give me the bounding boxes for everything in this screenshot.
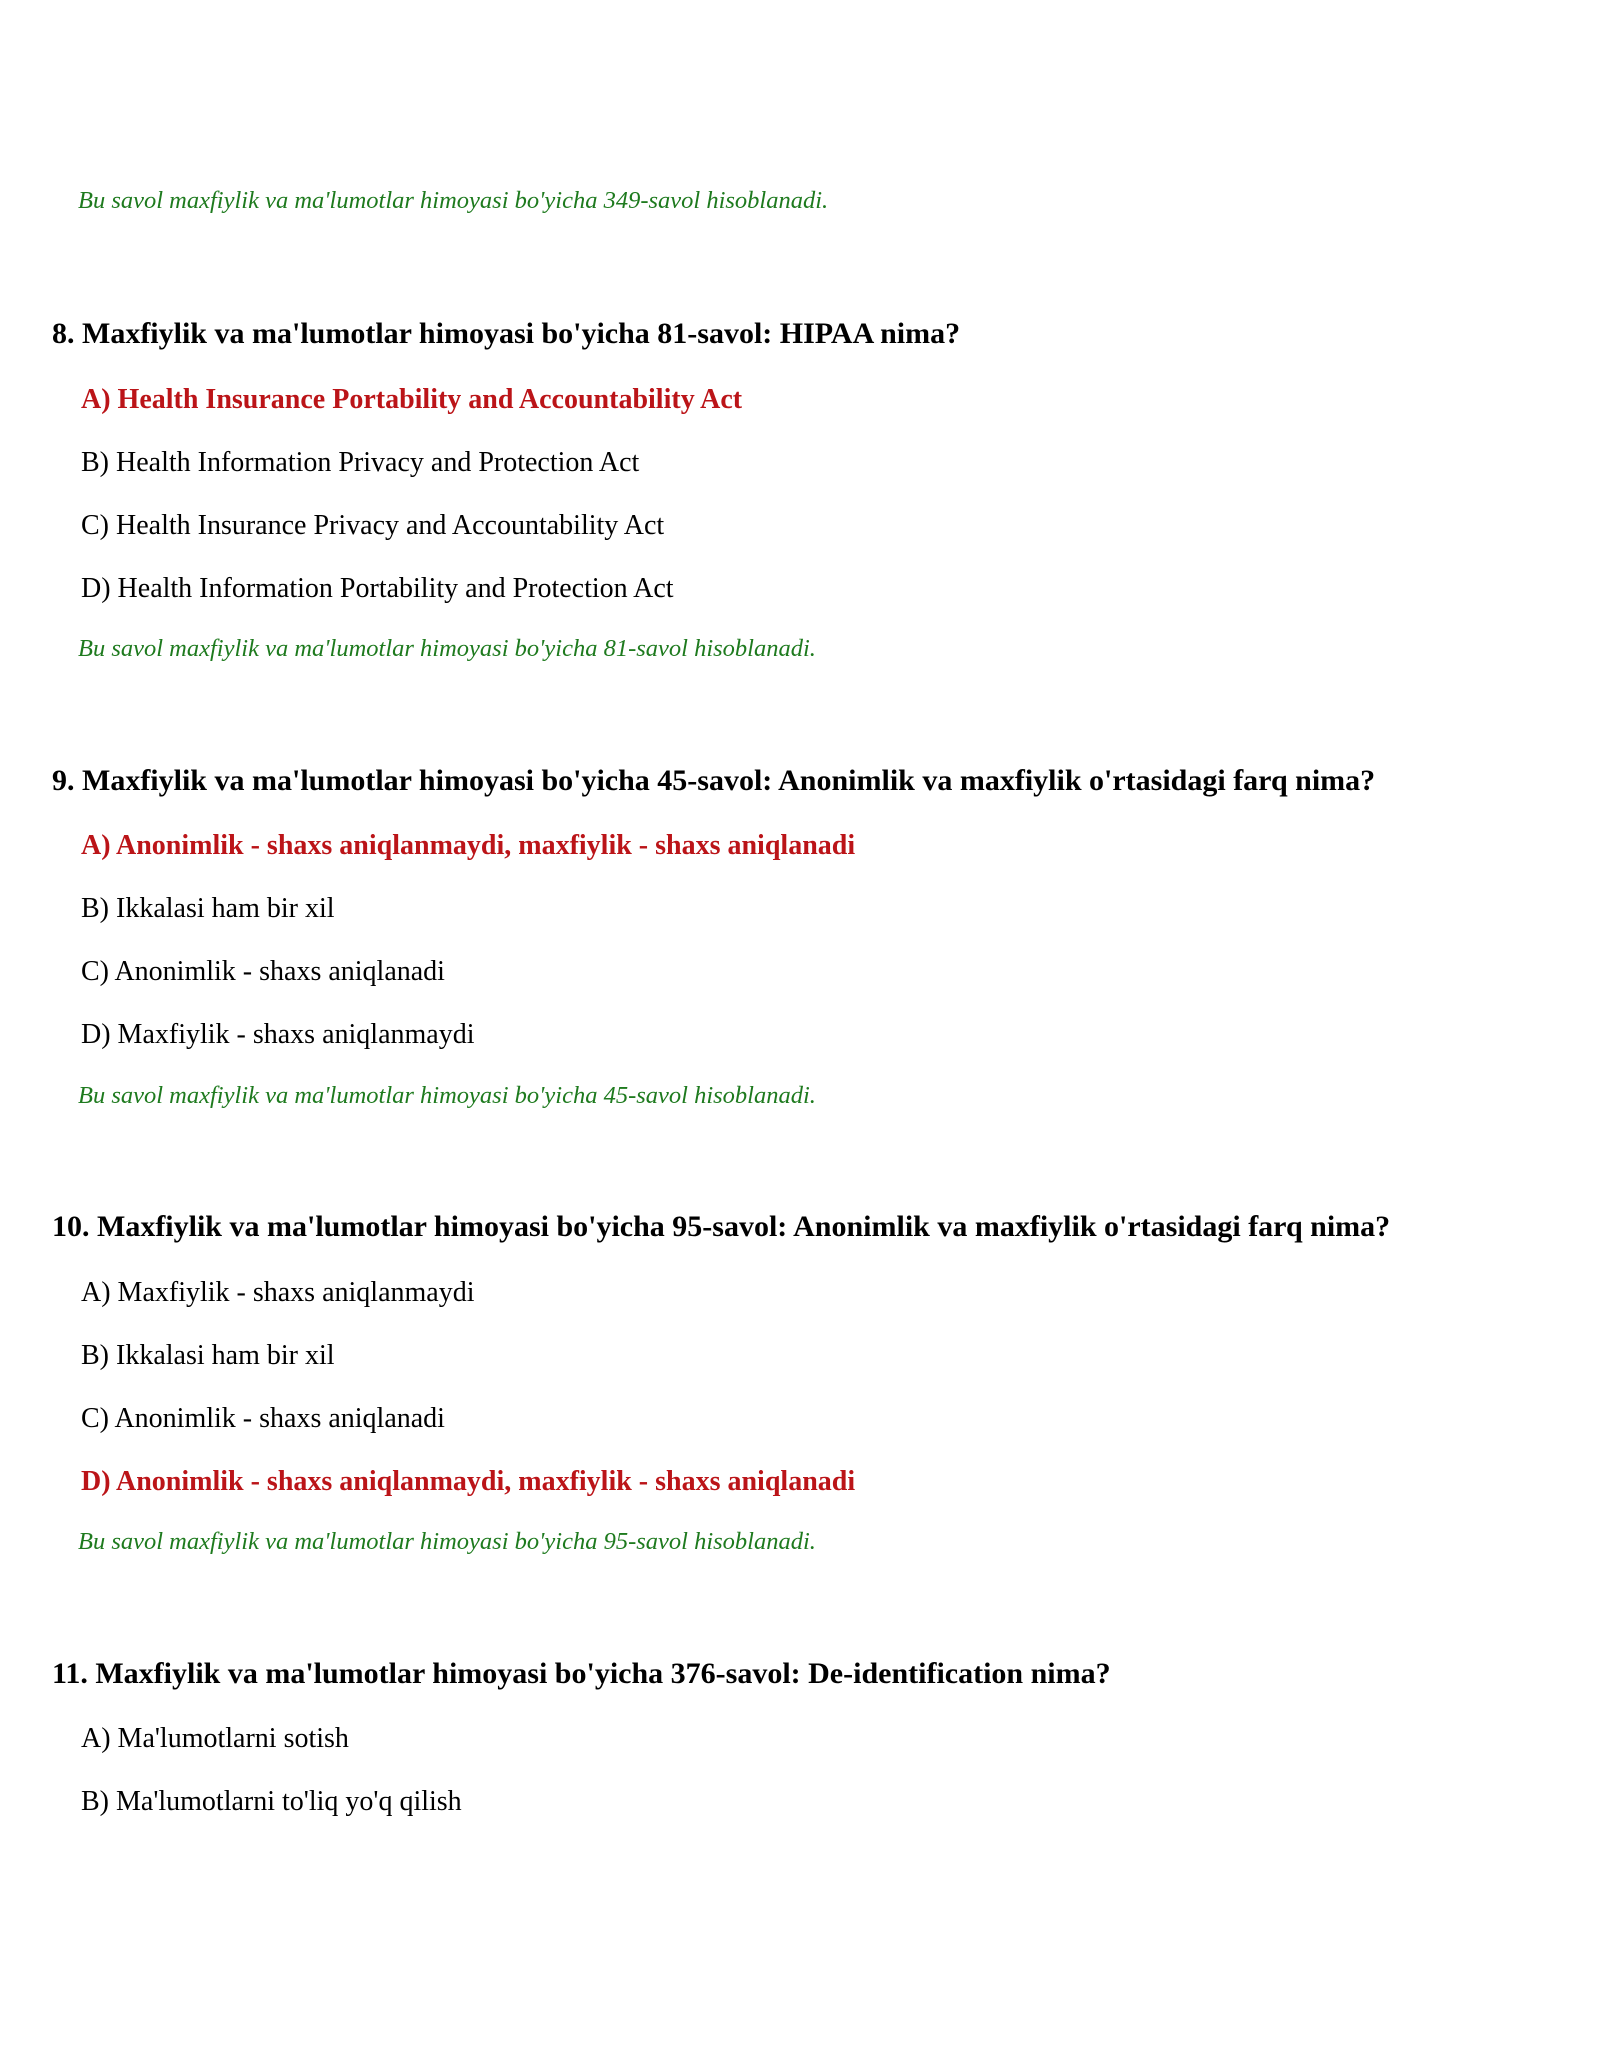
question-note: Bu savol maxfiylik va ma'lumotlar himoyasi bo'yicha 349-savol hisoblanadi. xyxy=(78,187,829,214)
question-title: 10. Maxfiylik va ma'lumotlar himoyasi bo'yicha 95-savol: Anonimlik va maxfiylik o'rtasidagi farq nima? xyxy=(52,1210,1391,1243)
correct-answer-option: D) Anonimlik - shaxs aniqlanmaydi, maxfiylik - shaxs aniqlanadi xyxy=(81,1466,856,1497)
question-title: 9. Maxfiylik va ma'lumotlar himoyasi bo'yicha 45-savol: Anonimlik va maxfiylik o'rtasidagi farq nima? xyxy=(52,764,1376,797)
answer-option: A) Ma'lumotlarni sotish xyxy=(81,1723,349,1754)
answer-option: D) Health Information Portability and Protection Act xyxy=(81,573,674,604)
answer-option: B) Ma'lumotlarni to'liq yo'q qilish xyxy=(81,1786,462,1817)
answer-option: A) Maxfiylik - shaxs aniqlanmaydi xyxy=(81,1277,475,1308)
question-title: 8. Maxfiylik va ma'lumotlar himoyasi bo'yicha 81-savol: HIPAA nima? xyxy=(52,317,961,350)
correct-answer-option: A) Health Insurance Portability and Accountability Act xyxy=(81,384,743,415)
question-title: 11. Maxfiylik va ma'lumotlar himoyasi bo'yicha 376-savol: De-identification nima? xyxy=(52,1657,1111,1690)
correct-answer-option: A) Anonimlik - shaxs aniqlanmaydi, maxfiylik - shaxs aniqlanadi xyxy=(81,830,856,861)
answer-option: B) Ikkalasi ham bir xil xyxy=(81,893,335,924)
answer-option: B) Health Information Privacy and Protection Act xyxy=(81,447,640,478)
answer-option: B) Ikkalasi ham bir xil xyxy=(81,1340,335,1371)
question-note: Bu savol maxfiylik va ma'lumotlar himoyasi bo'yicha 81-savol hisoblanadi. xyxy=(78,635,816,662)
answer-option: C) Anonimlik - shaxs aniqlanadi xyxy=(81,1403,445,1434)
answer-option: C) Health Insurance Privacy and Accountability Act xyxy=(81,510,665,541)
answer-option: C) Anonimlik - shaxs aniqlanadi xyxy=(81,956,445,987)
question-note: Bu savol maxfiylik va ma'lumotlar himoyasi bo'yicha 95-savol hisoblanadi. xyxy=(78,1528,816,1555)
question-note: Bu savol maxfiylik va ma'lumotlar himoyasi bo'yicha 45-savol hisoblanadi. xyxy=(78,1082,816,1109)
answer-option: D) Maxfiylik - shaxs aniqlanmaydi xyxy=(81,1019,475,1050)
